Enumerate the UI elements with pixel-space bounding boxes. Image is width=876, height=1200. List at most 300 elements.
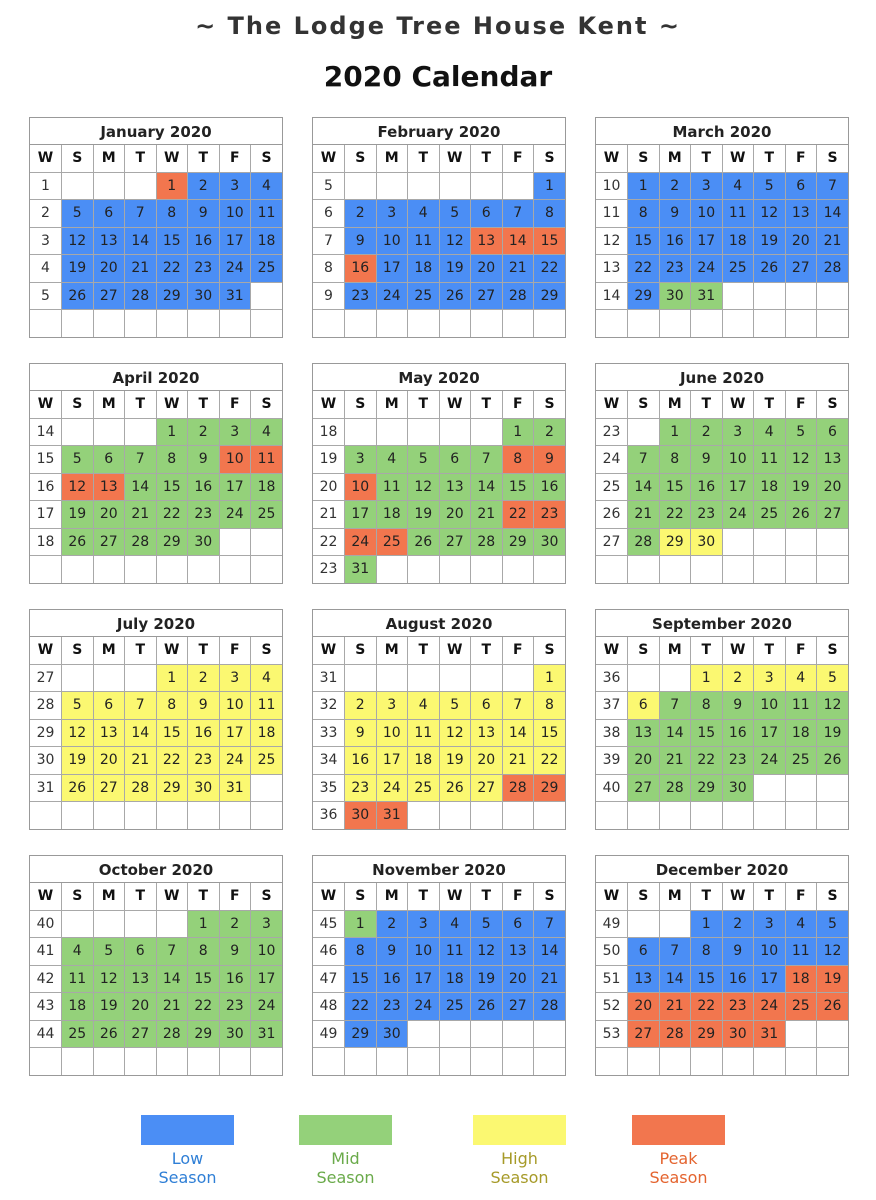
day-cell[interactable]: 5 — [62, 446, 94, 474]
day-cell[interactable]: 26 — [439, 282, 471, 310]
day-cell[interactable]: 3 — [251, 910, 283, 938]
day-cell[interactable]: 8 — [345, 938, 377, 966]
day-cell[interactable]: 7 — [534, 910, 566, 938]
day-cell[interactable]: 3 — [754, 664, 786, 692]
day-cell[interactable]: 13 — [93, 473, 125, 501]
day-cell[interactable]: 10 — [345, 473, 377, 501]
day-cell[interactable]: 27 — [628, 1020, 660, 1048]
day-cell[interactable]: 14 — [156, 965, 188, 993]
day-cell[interactable]: 22 — [691, 747, 723, 775]
day-cell[interactable]: 22 — [156, 501, 188, 529]
day-cell[interactable]: 18 — [722, 227, 754, 255]
day-cell[interactable]: 25 — [62, 1020, 94, 1048]
day-cell[interactable]: 22 — [502, 501, 534, 529]
day-cell[interactable]: 7 — [471, 446, 503, 474]
day-cell[interactable]: 28 — [471, 528, 503, 556]
day-cell[interactable]: 20 — [125, 993, 157, 1021]
day-cell[interactable]: 7 — [125, 692, 157, 720]
day-cell[interactable]: 20 — [628, 993, 660, 1021]
day-cell[interactable]: 27 — [93, 528, 125, 556]
day-cell[interactable]: 4 — [785, 910, 817, 938]
day-cell[interactable]: 18 — [785, 719, 817, 747]
day-cell[interactable]: 1 — [534, 172, 566, 200]
day-cell[interactable]: 18 — [439, 965, 471, 993]
day-cell[interactable]: 25 — [785, 993, 817, 1021]
day-cell[interactable]: 26 — [785, 501, 817, 529]
day-cell[interactable]: 25 — [785, 747, 817, 775]
day-cell[interactable]: 8 — [502, 446, 534, 474]
day-cell[interactable]: 19 — [62, 501, 94, 529]
day-cell[interactable]: 13 — [439, 473, 471, 501]
day-cell[interactable]: 20 — [471, 255, 503, 283]
day-cell[interactable]: 3 — [219, 172, 251, 200]
day-cell[interactable]: 9 — [659, 200, 691, 228]
day-cell[interactable]: 10 — [376, 719, 408, 747]
day-cell[interactable]: 21 — [156, 993, 188, 1021]
day-cell[interactable]: 15 — [691, 719, 723, 747]
day-cell[interactable]: 12 — [62, 227, 94, 255]
day-cell[interactable]: 18 — [754, 473, 786, 501]
day-cell[interactable]: 27 — [817, 501, 849, 529]
day-cell[interactable]: 10 — [722, 446, 754, 474]
day-cell[interactable]: 19 — [754, 227, 786, 255]
day-cell[interactable]: 6 — [817, 418, 849, 446]
day-cell[interactable]: 16 — [345, 255, 377, 283]
day-cell[interactable]: 30 — [188, 282, 220, 310]
day-cell[interactable]: 14 — [659, 965, 691, 993]
day-cell[interactable]: 4 — [722, 172, 754, 200]
day-cell[interactable]: 30 — [219, 1020, 251, 1048]
day-cell[interactable]: 24 — [754, 747, 786, 775]
day-cell[interactable]: 11 — [408, 227, 440, 255]
day-cell[interactable]: 29 — [156, 528, 188, 556]
day-cell[interactable]: 29 — [628, 282, 660, 310]
day-cell[interactable]: 1 — [156, 418, 188, 446]
day-cell[interactable]: 31 — [376, 802, 408, 829]
day-cell[interactable]: 28 — [817, 255, 849, 283]
day-cell[interactable]: 19 — [62, 255, 94, 283]
day-cell[interactable]: 13 — [93, 227, 125, 255]
day-cell[interactable]: 20 — [628, 747, 660, 775]
day-cell[interactable]: 13 — [628, 719, 660, 747]
day-cell[interactable]: 28 — [125, 528, 157, 556]
day-cell[interactable]: 1 — [691, 910, 723, 938]
day-cell[interactable]: 15 — [156, 473, 188, 501]
day-cell[interactable]: 5 — [93, 938, 125, 966]
day-cell[interactable]: 3 — [376, 200, 408, 228]
day-cell[interactable]: 12 — [754, 200, 786, 228]
day-cell[interactable]: 5 — [62, 200, 94, 228]
day-cell[interactable]: 25 — [408, 282, 440, 310]
day-cell[interactable]: 6 — [93, 692, 125, 720]
day-cell[interactable]: 12 — [817, 692, 849, 720]
day-cell[interactable]: 20 — [93, 501, 125, 529]
day-cell[interactable]: 26 — [62, 282, 94, 310]
day-cell[interactable]: 21 — [534, 965, 566, 993]
day-cell[interactable]: 7 — [502, 692, 534, 720]
day-cell[interactable]: 20 — [785, 227, 817, 255]
day-cell[interactable]: 17 — [251, 965, 283, 993]
day-cell[interactable]: 13 — [502, 938, 534, 966]
day-cell[interactable]: 5 — [785, 418, 817, 446]
day-cell[interactable]: 13 — [628, 965, 660, 993]
day-cell[interactable]: 19 — [408, 501, 440, 529]
day-cell[interactable]: 31 — [754, 1020, 786, 1048]
day-cell[interactable]: 19 — [62, 747, 94, 775]
day-cell[interactable]: 2 — [376, 910, 408, 938]
day-cell[interactable]: 24 — [219, 501, 251, 529]
day-cell[interactable]: 2 — [534, 418, 566, 446]
day-cell[interactable]: 1 — [156, 172, 188, 200]
day-cell[interactable]: 1 — [628, 172, 660, 200]
day-cell[interactable]: 5 — [817, 664, 849, 692]
day-cell[interactable]: 23 — [345, 282, 377, 310]
day-cell[interactable]: 14 — [125, 227, 157, 255]
day-cell[interactable]: 27 — [93, 282, 125, 310]
day-cell[interactable]: 18 — [408, 255, 440, 283]
day-cell[interactable]: 14 — [534, 938, 566, 966]
day-cell[interactable]: 15 — [345, 965, 377, 993]
day-cell[interactable]: 8 — [691, 692, 723, 720]
day-cell[interactable]: 24 — [754, 993, 786, 1021]
day-cell[interactable]: 6 — [628, 938, 660, 966]
day-cell[interactable]: 31 — [251, 1020, 283, 1048]
day-cell[interactable]: 16 — [722, 719, 754, 747]
day-cell[interactable]: 18 — [62, 993, 94, 1021]
day-cell[interactable]: 4 — [376, 446, 408, 474]
day-cell[interactable]: 9 — [345, 227, 377, 255]
day-cell[interactable]: 23 — [188, 255, 220, 283]
day-cell[interactable]: 8 — [628, 200, 660, 228]
day-cell[interactable]: 18 — [251, 227, 283, 255]
day-cell[interactable]: 19 — [471, 965, 503, 993]
day-cell[interactable]: 13 — [817, 446, 849, 474]
day-cell[interactable]: 30 — [376, 1020, 408, 1048]
day-cell[interactable]: 14 — [125, 473, 157, 501]
day-cell[interactable]: 11 — [785, 938, 817, 966]
day-cell[interactable]: 4 — [251, 664, 283, 692]
day-cell[interactable]: 2 — [345, 692, 377, 720]
day-cell[interactable]: 11 — [251, 446, 283, 474]
day-cell[interactable]: 28 — [502, 282, 534, 310]
day-cell[interactable]: 15 — [188, 965, 220, 993]
day-cell[interactable]: 10 — [376, 227, 408, 255]
day-cell[interactable]: 31 — [219, 774, 251, 802]
day-cell[interactable]: 4 — [785, 664, 817, 692]
day-cell[interactable]: 23 — [345, 774, 377, 802]
day-cell[interactable]: 5 — [754, 172, 786, 200]
day-cell[interactable]: 3 — [722, 418, 754, 446]
day-cell[interactable]: 16 — [659, 227, 691, 255]
day-cell[interactable]: 21 — [125, 747, 157, 775]
day-cell[interactable]: 6 — [93, 446, 125, 474]
day-cell[interactable]: 20 — [93, 255, 125, 283]
day-cell[interactable]: 26 — [439, 774, 471, 802]
day-cell[interactable]: 17 — [219, 473, 251, 501]
day-cell[interactable]: 12 — [93, 965, 125, 993]
day-cell[interactable]: 14 — [471, 473, 503, 501]
day-cell[interactable]: 5 — [439, 692, 471, 720]
day-cell[interactable]: 24 — [219, 255, 251, 283]
day-cell[interactable]: 28 — [628, 528, 660, 556]
day-cell[interactable]: 6 — [628, 692, 660, 720]
day-cell[interactable]: 1 — [534, 664, 566, 692]
day-cell[interactable]: 23 — [376, 993, 408, 1021]
day-cell[interactable]: 2 — [188, 418, 220, 446]
day-cell[interactable]: 17 — [219, 719, 251, 747]
day-cell[interactable]: 4 — [251, 418, 283, 446]
day-cell[interactable]: 18 — [785, 965, 817, 993]
day-cell[interactable]: 14 — [125, 719, 157, 747]
day-cell[interactable]: 9 — [722, 692, 754, 720]
day-cell[interactable]: 8 — [188, 938, 220, 966]
day-cell[interactable]: 17 — [754, 719, 786, 747]
day-cell[interactable]: 16 — [534, 473, 566, 501]
day-cell[interactable]: 1 — [691, 664, 723, 692]
day-cell[interactable]: 5 — [471, 910, 503, 938]
day-cell[interactable]: 12 — [817, 938, 849, 966]
day-cell[interactable]: 20 — [817, 473, 849, 501]
day-cell[interactable]: 19 — [439, 255, 471, 283]
day-cell[interactable]: 25 — [251, 747, 283, 775]
day-cell[interactable]: 31 — [345, 556, 377, 583]
day-cell[interactable]: 28 — [502, 774, 534, 802]
day-cell[interactable]: 20 — [439, 501, 471, 529]
day-cell[interactable]: 22 — [534, 255, 566, 283]
day-cell[interactable]: 5 — [817, 910, 849, 938]
day-cell[interactable]: 14 — [502, 227, 534, 255]
day-cell[interactable]: 26 — [93, 1020, 125, 1048]
day-cell[interactable]: 1 — [188, 910, 220, 938]
day-cell[interactable]: 22 — [156, 747, 188, 775]
day-cell[interactable]: 6 — [502, 910, 534, 938]
day-cell[interactable]: 26 — [754, 255, 786, 283]
day-cell[interactable]: 7 — [156, 938, 188, 966]
day-cell[interactable]: 11 — [376, 473, 408, 501]
day-cell[interactable]: 27 — [439, 528, 471, 556]
day-cell[interactable]: 3 — [219, 664, 251, 692]
day-cell[interactable]: 14 — [628, 473, 660, 501]
day-cell[interactable]: 3 — [754, 910, 786, 938]
day-cell[interactable]: 10 — [754, 938, 786, 966]
day-cell[interactable]: 27 — [471, 774, 503, 802]
day-cell[interactable]: 28 — [125, 282, 157, 310]
day-cell[interactable]: 29 — [502, 528, 534, 556]
day-cell[interactable]: 11 — [754, 446, 786, 474]
day-cell[interactable]: 10 — [754, 692, 786, 720]
day-cell[interactable]: 12 — [62, 473, 94, 501]
day-cell[interactable]: 8 — [659, 446, 691, 474]
day-cell[interactable]: 14 — [502, 719, 534, 747]
day-cell[interactable]: 15 — [156, 227, 188, 255]
day-cell[interactable]: 21 — [659, 993, 691, 1021]
day-cell[interactable]: 6 — [471, 692, 503, 720]
day-cell[interactable]: 21 — [628, 501, 660, 529]
day-cell[interactable]: 29 — [691, 1020, 723, 1048]
day-cell[interactable]: 22 — [188, 993, 220, 1021]
day-cell[interactable]: 19 — [817, 965, 849, 993]
day-cell[interactable]: 23 — [722, 993, 754, 1021]
day-cell[interactable]: 7 — [628, 446, 660, 474]
day-cell[interactable]: 17 — [691, 227, 723, 255]
day-cell[interactable]: 30 — [659, 282, 691, 310]
day-cell[interactable]: 15 — [534, 227, 566, 255]
day-cell[interactable]: 1 — [345, 910, 377, 938]
day-cell[interactable]: 15 — [659, 473, 691, 501]
day-cell[interactable]: 3 — [345, 446, 377, 474]
day-cell[interactable]: 29 — [534, 282, 566, 310]
day-cell[interactable]: 25 — [251, 501, 283, 529]
day-cell[interactable]: 19 — [93, 993, 125, 1021]
day-cell[interactable]: 7 — [659, 692, 691, 720]
day-cell[interactable]: 10 — [408, 938, 440, 966]
day-cell[interactable]: 30 — [722, 1020, 754, 1048]
day-cell[interactable]: 9 — [219, 938, 251, 966]
day-cell[interactable]: 26 — [817, 993, 849, 1021]
day-cell[interactable]: 13 — [93, 719, 125, 747]
day-cell[interactable]: 24 — [408, 993, 440, 1021]
day-cell[interactable]: 21 — [502, 255, 534, 283]
day-cell[interactable]: 22 — [628, 255, 660, 283]
day-cell[interactable]: 7 — [502, 200, 534, 228]
day-cell[interactable]: 27 — [785, 255, 817, 283]
day-cell[interactable]: 27 — [471, 282, 503, 310]
day-cell[interactable]: 12 — [408, 473, 440, 501]
day-cell[interactable]: 10 — [251, 938, 283, 966]
day-cell[interactable]: 26 — [62, 528, 94, 556]
day-cell[interactable]: 12 — [62, 719, 94, 747]
day-cell[interactable]: 29 — [156, 774, 188, 802]
day-cell[interactable]: 7 — [125, 446, 157, 474]
day-cell[interactable]: 25 — [722, 255, 754, 283]
day-cell[interactable]: 21 — [125, 501, 157, 529]
day-cell[interactable]: 2 — [722, 910, 754, 938]
day-cell[interactable]: 22 — [534, 747, 566, 775]
day-cell[interactable]: 9 — [534, 446, 566, 474]
day-cell[interactable]: 13 — [125, 965, 157, 993]
day-cell[interactable]: 17 — [376, 747, 408, 775]
day-cell[interactable]: 26 — [817, 747, 849, 775]
day-cell[interactable]: 26 — [471, 993, 503, 1021]
day-cell[interactable]: 24 — [251, 993, 283, 1021]
day-cell[interactable]: 6 — [471, 200, 503, 228]
day-cell[interactable]: 16 — [188, 227, 220, 255]
day-cell[interactable]: 15 — [502, 473, 534, 501]
day-cell[interactable]: 7 — [125, 200, 157, 228]
day-cell[interactable]: 18 — [251, 473, 283, 501]
day-cell[interactable]: 6 — [439, 446, 471, 474]
day-cell[interactable]: 19 — [439, 747, 471, 775]
day-cell[interactable]: 20 — [502, 965, 534, 993]
day-cell[interactable]: 1 — [659, 418, 691, 446]
day-cell[interactable]: 24 — [219, 747, 251, 775]
day-cell[interactable]: 11 — [785, 692, 817, 720]
day-cell[interactable]: 22 — [156, 255, 188, 283]
day-cell[interactable]: 31 — [219, 282, 251, 310]
day-cell[interactable]: 29 — [156, 282, 188, 310]
day-cell[interactable]: 24 — [376, 282, 408, 310]
day-cell[interactable]: 8 — [156, 446, 188, 474]
day-cell[interactable]: 23 — [188, 501, 220, 529]
day-cell[interactable]: 28 — [659, 774, 691, 802]
day-cell[interactable]: 25 — [754, 501, 786, 529]
day-cell[interactable]: 14 — [817, 200, 849, 228]
day-cell[interactable]: 18 — [376, 501, 408, 529]
day-cell[interactable]: 17 — [754, 965, 786, 993]
day-cell[interactable]: 29 — [534, 774, 566, 802]
day-cell[interactable]: 3 — [691, 172, 723, 200]
day-cell[interactable]: 3 — [219, 418, 251, 446]
day-cell[interactable]: 12 — [439, 227, 471, 255]
day-cell[interactable]: 27 — [93, 774, 125, 802]
day-cell[interactable]: 2 — [722, 664, 754, 692]
day-cell[interactable]: 23 — [722, 747, 754, 775]
day-cell[interactable]: 20 — [93, 747, 125, 775]
day-cell[interactable]: 5 — [439, 200, 471, 228]
day-cell[interactable]: 28 — [156, 1020, 188, 1048]
day-cell[interactable]: 2 — [188, 664, 220, 692]
day-cell[interactable]: 10 — [219, 446, 251, 474]
day-cell[interactable]: 11 — [408, 719, 440, 747]
day-cell[interactable]: 5 — [62, 692, 94, 720]
day-cell[interactable]: 25 — [408, 774, 440, 802]
day-cell[interactable]: 30 — [188, 528, 220, 556]
day-cell[interactable]: 29 — [345, 1020, 377, 1048]
day-cell[interactable]: 9 — [722, 938, 754, 966]
day-cell[interactable]: 30 — [722, 774, 754, 802]
day-cell[interactable]: 11 — [722, 200, 754, 228]
day-cell[interactable]: 4 — [754, 418, 786, 446]
day-cell[interactable]: 10 — [219, 692, 251, 720]
day-cell[interactable]: 19 — [785, 473, 817, 501]
day-cell[interactable]: 17 — [376, 255, 408, 283]
day-cell[interactable]: 28 — [125, 774, 157, 802]
day-cell[interactable]: 30 — [534, 528, 566, 556]
day-cell[interactable]: 30 — [188, 774, 220, 802]
day-cell[interactable]: 16 — [722, 965, 754, 993]
day-cell[interactable]: 8 — [156, 692, 188, 720]
day-cell[interactable]: 8 — [691, 938, 723, 966]
day-cell[interactable]: 23 — [219, 993, 251, 1021]
day-cell[interactable]: 4 — [251, 172, 283, 200]
day-cell[interactable]: 24 — [691, 255, 723, 283]
day-cell[interactable]: 7 — [659, 938, 691, 966]
day-cell[interactable]: 21 — [125, 255, 157, 283]
day-cell[interactable]: 21 — [817, 227, 849, 255]
day-cell[interactable]: 15 — [691, 965, 723, 993]
day-cell[interactable]: 25 — [376, 528, 408, 556]
day-cell[interactable]: 3 — [376, 692, 408, 720]
day-cell[interactable]: 9 — [188, 446, 220, 474]
day-cell[interactable]: 8 — [534, 692, 566, 720]
day-cell[interactable]: 13 — [785, 200, 817, 228]
day-cell[interactable]: 17 — [345, 501, 377, 529]
day-cell[interactable]: 4 — [408, 200, 440, 228]
day-cell[interactable]: 7 — [817, 172, 849, 200]
day-cell[interactable]: 16 — [188, 473, 220, 501]
day-cell[interactable]: 10 — [691, 200, 723, 228]
day-cell[interactable]: 16 — [345, 747, 377, 775]
day-cell[interactable]: 4 — [408, 692, 440, 720]
day-cell[interactable]: 1 — [502, 418, 534, 446]
day-cell[interactable]: 13 — [471, 719, 503, 747]
day-cell[interactable]: 29 — [659, 528, 691, 556]
day-cell[interactable]: 28 — [534, 993, 566, 1021]
day-cell[interactable]: 15 — [628, 227, 660, 255]
day-cell[interactable]: 6 — [785, 172, 817, 200]
day-cell[interactable]: 22 — [345, 993, 377, 1021]
day-cell[interactable]: 18 — [408, 747, 440, 775]
